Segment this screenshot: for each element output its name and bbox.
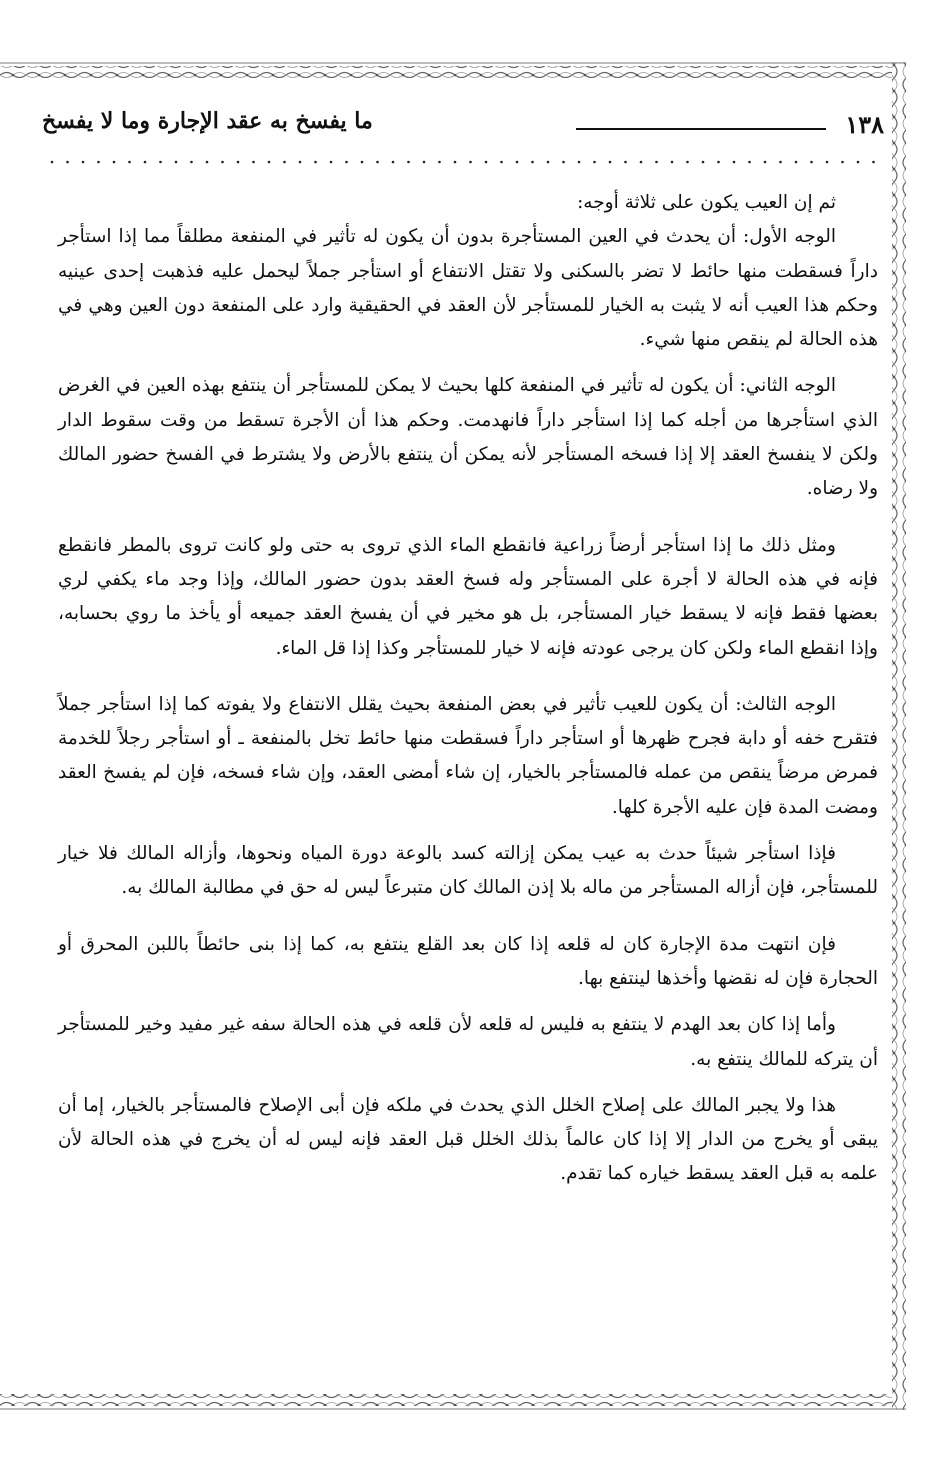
border-top bbox=[0, 66, 892, 78]
paragraph-demolition: وأما إذا كان بعد الهدم لا ينتفع به فليس له قلعه لأن قلعه في هذه الحالة سفه غير مفيد وخير للمستأجر أن يتركه للمالك ينتفع به. bbox=[58, 1014, 878, 1070]
paragraph-lease-end: فإن انتهت مدة الإجارة كان له قلعه إذا كان بعد القلع ينتفع به، كما إذا بنى حائطاً باللبن المحرق أو الحجارة فإن له نقضها وأخذها لينتفع بها. bbox=[58, 933, 878, 989]
border-right bbox=[892, 62, 906, 1410]
page-number: ١٣٨ bbox=[845, 110, 884, 139]
header-rule bbox=[576, 128, 826, 130]
paragraph-second-case: الوجه الثاني: أن يكون له تأثير في المنفعة كلها بحيث لا يمكن للمستأجر أن ينتفع بهذه العين في الغرض الذي استأجرها من أجله كما إذا استأجر داراً فانهدمت. وحكم هذا أن الأجرة تسقط من وقت سقوط الدار ولكن لا ينفسخ العقد إلا إذا فسخه المستأجر لأنه يمكن أن ينتفع بالأرض ولا يشترط في الفسخ حضور المالك ولا رضاه. bbox=[58, 375, 878, 500]
intro-line: ثم إن العيب يكون على ثلاثة أوجه: bbox=[577, 192, 836, 213]
paragraph-third-case: الوجه الثالث: أن يكون للعيب تأثير في بعض المنفعة بحيث يقلل الانتفاع ولا يفوته كما إذا استأجر جملاً فتقرح خفه أو دابة فجرح ظهرها أو استأجر داراً فسقطت منها حائط تخل بالمنفعة ـ أو استأجر رجلاً للخدمة فمرض مرضاً ينقص من عمله فالمستأجر بالخيار، إن شاء أمضى العقد، وإن شاء فسخه، فإن لم يفسخ العقد ومضت المدة فإن عليه الأجرة كلها. bbox=[58, 693, 878, 818]
paragraph-repair: هذا ولا يجبر المالك على إصلاح الخلل الذي يحدث في ملكه فإن أبى الإصلاح فالمستأجر بالخيار، إما أن يبقى أو يخرج من الدار إلا إذا كان عالماً بذلك الخلل قبل العقد فإنه ليس له أن يخرج في هذه الحالة لأن علمه به قبل العقد يسقط خياره كما تقدم. bbox=[58, 1094, 878, 1185]
paragraph-land-example: ومثل ذلك ما إذا استأجر أرضاً زراعية فانقطع الماء الذي تروى به حتى ولو كانت تروى بالمطر فانقطع فإنه في هذه الحالة لا أجرة على المستأجر وله فسخ العقد بدون حضور المالك، وإذا وجد ماء يكفي لري بعضها فقط فإنه لا يسقط خيار المستأجر، بل هو مخير في أن يفسخ العقد جميعه أو يأخذ ما روي بحسابه، وإذا انقطع الماء ولكن كان يرجى عودته فإنه لا خيار للمستأجر وكذا إذا قل الماء. bbox=[58, 534, 878, 659]
paragraph-removable-defect: فإذا استأجر شيئاً حدث به عيب يمكن إزالته كسد بالوعة دورة المياه ونحوها، وأزاله المالك فلا خيار للمستأجر، فإن أزاله المستأجر من ماله بلا إذن المالك كان متبرعاً ليس له حق في مطالبة المالك به. bbox=[58, 843, 878, 899]
chapter-title: ما يفسخ به عقد الإجارة وما لا يفسخ bbox=[42, 108, 373, 134]
paragraph-first-case: الوجه الأول: أن يحدث في العين المستأجرة بدون أن يكون له تأثير في المنفعة مطلقاً مما إذا استأجر داراً فسقطت منها حائط لا تضر بالسكنى ولا تقتل الانتفاع أو استأجر جملاً ليحمل عليه فذهبت إحدى عينيه وحكم هذا العيب أنه لا يثبت به الخيار للمستأجر لأن العقد في الحقيقية وارد على المنفعة دون العين وهي في هذه الحالة لم ينقص منها شيء. bbox=[58, 226, 878, 351]
page-body bbox=[58, 186, 878, 1192]
running-header bbox=[42, 106, 884, 146]
dotted-separator bbox=[50, 156, 880, 168]
border-bottom bbox=[0, 1394, 892, 1406]
